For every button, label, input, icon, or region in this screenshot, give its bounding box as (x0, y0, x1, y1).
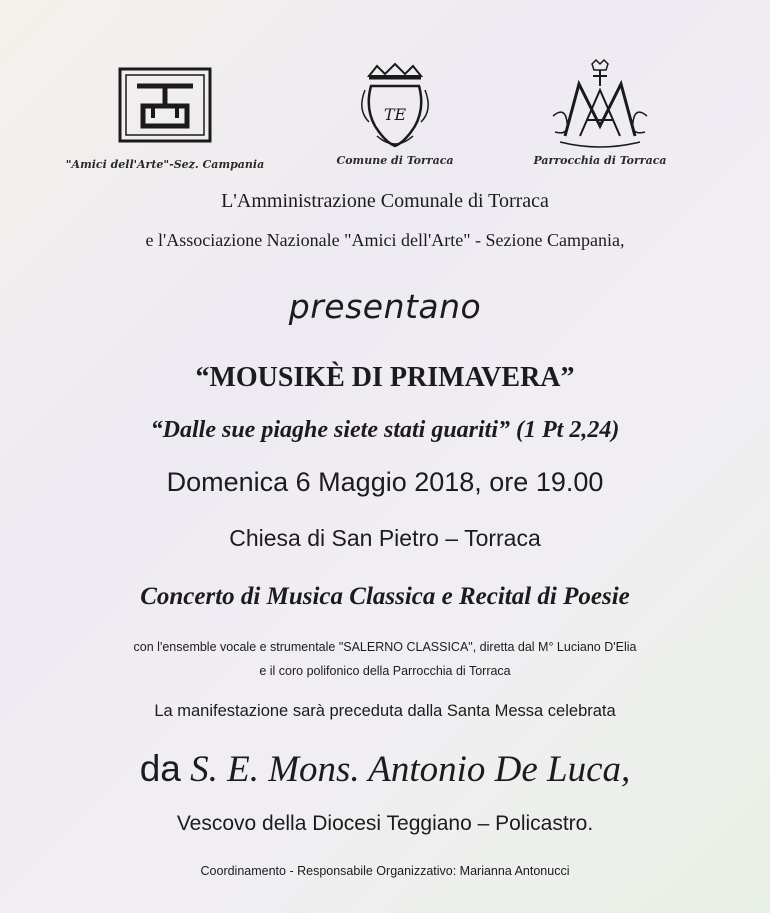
coordination-line: Coordinamento - Responsabile Organizzativo: Marianna Antonucci (200, 864, 570, 878)
bishop-name: S. E. Mons. Antonio De Luca, (190, 749, 631, 790)
logo-caption: Comune di Torraca (336, 154, 454, 167)
logo-caption: Parrocchia di Torraca (533, 154, 667, 167)
logo-comune (315, 60, 475, 167)
presentano-heading: presentano (288, 287, 482, 326)
comune-crest-icon (355, 60, 435, 152)
amici-arte-emblem-icon (117, 66, 213, 144)
event-date: Domenica 6 Maggio 2018, ore 19.00 (166, 467, 604, 497)
bishop-prefix: da (139, 748, 181, 789)
svg-text:TE: TE (383, 105, 407, 124)
header-line-1: L'Amministrazione Comunale di Torraca (221, 190, 549, 212)
mass-announcement: La manifestazione sarà preceduta dalla Santa Messa celebrata (154, 702, 616, 720)
ensemble-line-2: e il coro polifonico della Parrocchia di Torraca (259, 664, 511, 678)
diocese-line: Vescovo della Diocesi Teggiano – Policastro. (176, 812, 594, 835)
logo-parrocchia (515, 56, 685, 167)
logo-caption: "Amici dell'Arte"-Sez. Campania (65, 158, 265, 171)
ensemble-line-1: con l'ensemble vocale e strumentale "SALERNO CLASSICA", diretta dal M° Luciano D'Elia (133, 640, 637, 654)
bishop-line (0, 748, 770, 791)
event-subtitle: “Dalle sue piaghe siete stati guariti” (1 Pt 2,24) (150, 417, 620, 443)
logo-amici-arte (60, 66, 270, 171)
concert-heading: Concerto di Musica Classica e Recital di Poesie (140, 583, 630, 610)
marian-monogram-icon (545, 56, 655, 152)
event-location: Chiesa di San Pietro – Torraca (229, 525, 541, 551)
header-line-2: e l'Associazione Nazionale "Amici dell'Arte" - Sezione Campania, (145, 230, 625, 250)
event-title: “MOUSIKÈ DI PRIMAVERA” (195, 362, 575, 393)
